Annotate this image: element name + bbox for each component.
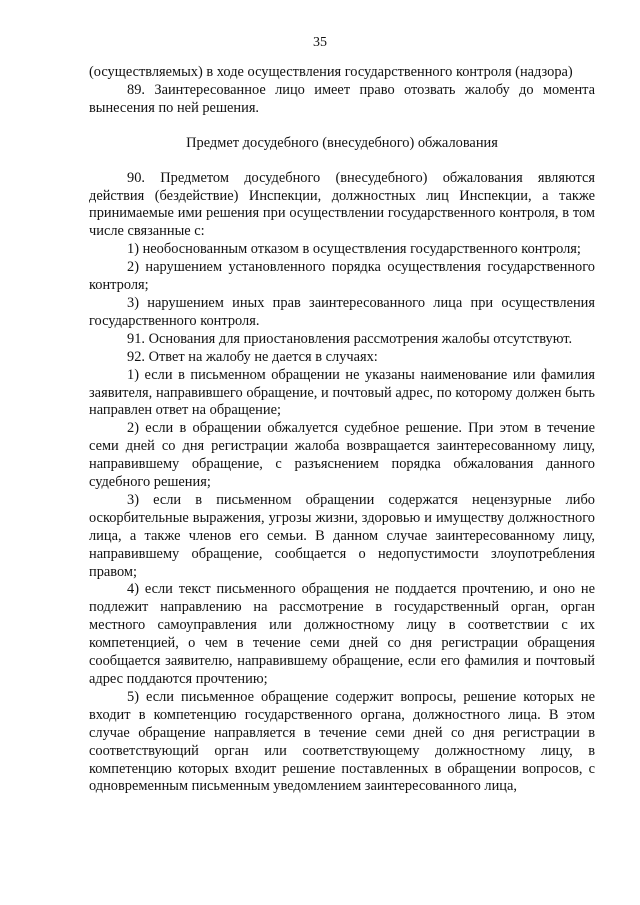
paragraph-89: 89. Заинтересованное лицо имеет право отозвать жалобу до момента вынесения по ней решения. [89, 81, 595, 116]
document-body [89, 64, 595, 796]
paragraph-91: 91. Основания для приостановления рассмотрения жалобы отсутствуют. [127, 330, 573, 347]
section-heading: Предмет досудебного (внесудебного) обжалования [186, 134, 498, 151]
paragraph-92: 92. Ответ на жалобу не дается в случаях: [127, 348, 378, 365]
paragraph-92-item-1: 1) если в письменном обращении не указаны наименование или фамилия заявителя, направившего обращение, и почтовый адрес, по которому должен быть направлен ответ на обращение; [89, 366, 595, 419]
paragraph-90-item-2: 2) нарушением установленного порядка осуществления государственного контроля; [89, 259, 595, 294]
paragraph-90-item-1: 1) необоснованным отказом в осуществления государственного контроля; [127, 241, 581, 258]
paragraph-90: 90. Предметом досудебного (внесудебного) обжалования являются действия (бездействие) Инспекции, должностных лиц Инспекции, а также принимаемые ими решения при осуществлении государственного контроля, в том числе связанные с: [89, 169, 595, 240]
paragraph-92-item-3: 3) если в письменном обращении содержатся нецензурные либо оскорбительные выражения, угрозы жизни, здоровью и имуществу должностного лица, а также членов его семьи. В данном случае заинтересованному лицу, направившему обращение, сообщается о недопустимости злоупотребления правом; [89, 491, 595, 580]
page-number: 35 [313, 35, 327, 50]
paragraph-92-item-5: 5) если письменное обращение содержит вопросы, решение которых не входит в компетенцию государственного органа, должностного лица. В этом случае обращение направляется в течение семи дней со дня регистрации в соответствующий орган или соответствующему должностному лицу, в компетенцию которых входит решение поставленных в обращении вопросов, с одновременным письменным уведомлением заинтересованного лица, [89, 688, 595, 795]
paragraph-continuation: (осуществляемых) в ходе осуществления государственного контроля (надзора) [89, 64, 573, 80]
paragraph-92-item-4: 4) если текст письменного обращения не поддается прочтению, и оно не подлежит направлению на рассмотрение в государственный орган, орган местного самоуправления или должностному лицу в соответствии с их компетенцией, о чем в течение семи дней со дня регистрации обращения сообщается заявителю, направившему обращение, если его фамилия и почтовый адрес поддаются прочтению; [89, 581, 595, 687]
paragraph-90-item-3: 3) нарушением иных прав заинтересованного лица при осуществления государственного контроля. [89, 294, 595, 329]
paragraph-92-item-2: 2) если в обращении обжалуется судебное решение. При этом в течение семи дней со дня регистрации жалоба возвращается заинтересованному лицу, направившему обращение, с разъяснением порядка обжалования данного судебного решения; [89, 420, 595, 491]
